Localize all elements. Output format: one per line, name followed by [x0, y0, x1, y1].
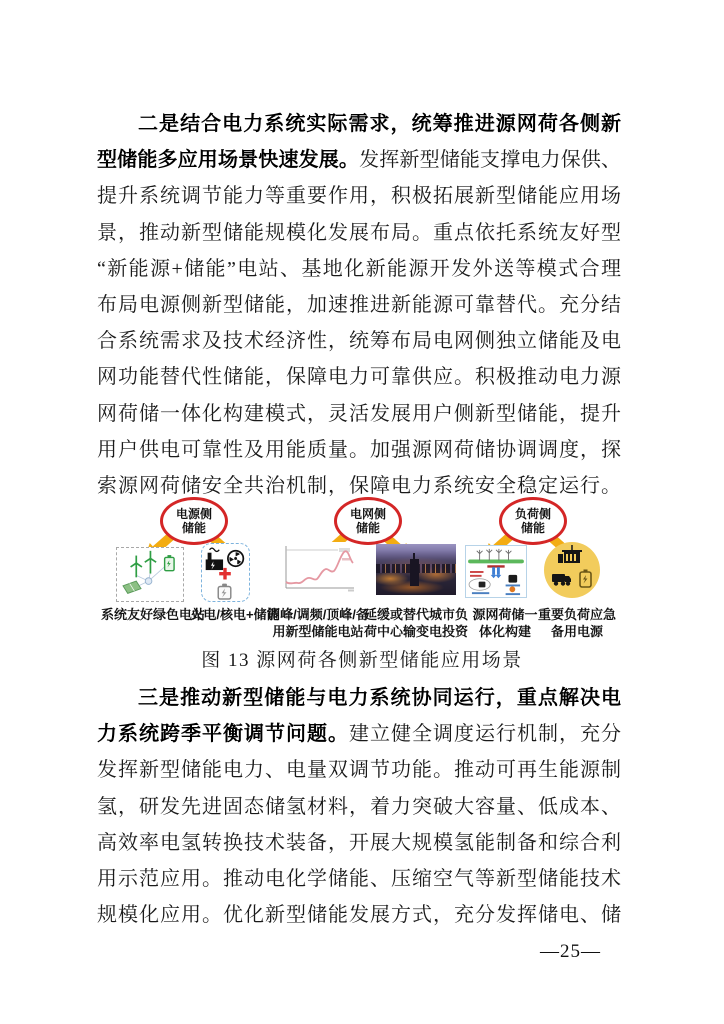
truck-icon: [552, 574, 571, 586]
body-text: 规模化应用。优化新型储能发展方式，充分发挥储电、储: [97, 904, 621, 927]
body-text: 氢，研发先进固态储氢材料，着力突破大容量、低成本、: [97, 795, 621, 818]
panel-label-line: 重要负荷应急: [537, 607, 616, 622]
badge-text: 储能: [355, 521, 380, 535]
body-text: 发挥新型储能支撑电力保供、: [359, 149, 622, 172]
text-line: [97, 825, 621, 861]
battery-icon: [580, 570, 591, 588]
panel-label-line: 火电/核电+储能: [190, 607, 280, 622]
text-line: [97, 861, 621, 897]
building-icon: [544, 542, 600, 598]
text-line: [97, 251, 621, 287]
body-text: 发挥新型储能电力、电量双调节功能。推动可再生能源制: [97, 759, 621, 782]
text-line: [97, 287, 621, 323]
factory-icon: [202, 544, 248, 600]
panel-label-line: 荷中心输变电投资: [363, 623, 468, 639]
badge-text: 储能: [181, 521, 206, 535]
text-line: [97, 432, 621, 468]
panel-label: [522, 607, 632, 640]
panel-label-line: 延缓或替代城市负: [363, 607, 468, 622]
load-curve-icon: [282, 542, 358, 597]
emergency-backup-panel: [544, 542, 600, 598]
body-text: 建立健全调度运行机制，充分: [349, 723, 621, 746]
integration-diagram-icon: [466, 546, 526, 597]
text-line: [97, 142, 621, 178]
load-side-badge: [499, 497, 567, 545]
body-text: 布局电源侧新型储能，加速推进新能源可靠替代。充分结: [97, 293, 621, 316]
body-text: 用户供电可靠性及用能质量。加强源网荷储协调调度，探: [97, 438, 621, 461]
badge-text: 储能: [520, 521, 545, 535]
bold-text: 力系统跨季平衡调节问题。: [97, 723, 349, 746]
badge-text: 电网侧: [349, 507, 386, 521]
body-text: 高效率电氢转换技术装备，开展大规模氢能制备和综合利: [97, 831, 621, 854]
battery-icon: [218, 584, 231, 599]
bold-text: 型储能多应用场景快速发展。: [97, 149, 360, 172]
grid-side-badge: [334, 497, 402, 545]
panel-label-line: 备用电源: [550, 623, 603, 639]
text-line: [97, 752, 621, 788]
text-line: [97, 106, 621, 142]
badge-text: 电源侧: [175, 507, 212, 521]
nuclear-fan-icon: [228, 551, 243, 566]
body-text: “新能源+储能”电站、基地化新能源开发外送等模式合理: [97, 257, 621, 280]
text-line: [97, 789, 621, 825]
body-text: 合系统需求及技术经济性，统筹布局电网侧独立储能及电: [97, 330, 621, 353]
bold-text: 三是推动新型储能与电力系统协同运行，重点解决电: [138, 687, 621, 709]
body-text: 索源网荷储安全共治机制，保障电力系统安全稳定运行。: [97, 474, 621, 497]
text-line: [97, 396, 621, 432]
badge-text: 负荷侧: [514, 507, 551, 521]
text-line: [97, 215, 621, 251]
panel-label-line: 体化构建: [478, 623, 531, 639]
data-center-icon: [509, 575, 518, 583]
body-text: 提升系统调节能力等重要作用，积极拓展新型储能应用场: [97, 185, 621, 208]
text-line: [97, 323, 621, 359]
integration-diagram-panel: [465, 545, 527, 598]
power-side-badge: [160, 497, 228, 545]
page-number: —25—: [540, 941, 601, 962]
panel-label-line: 源网荷储一: [472, 607, 538, 622]
city-night-photo: [376, 544, 456, 595]
body-text: 网荷储一体化构建模式，灵活发展用户侧新型储能，提升: [97, 402, 621, 425]
grid-node-icon: [145, 578, 152, 585]
wind-turbine-icon: [117, 548, 182, 600]
bold-text: 二是结合电力系统实际需求，统筹推进源网荷各侧新: [138, 113, 621, 135]
text-line: [97, 897, 621, 933]
body-text: 网功能替代性储能，保障电力可靠供应。积极推动电力源: [97, 366, 621, 389]
text-line: [97, 716, 621, 752]
blue-arrows-icon: [491, 567, 502, 578]
figure-13: [97, 497, 627, 647]
text-line: [97, 359, 621, 395]
text-line: [97, 178, 621, 214]
panel-label-line: 系统友好绿色电站: [100, 607, 205, 622]
body-text: 景，推动新型储能规模化发展布局。重点依托系统友好型: [97, 221, 621, 244]
green-station-panel: [116, 547, 184, 602]
panel-label-line: 用新型储能电站: [272, 623, 364, 639]
text-line: [97, 680, 621, 716]
paragraph-2: [97, 680, 621, 933]
body-text: 用示范应用。推动电化学储能、压缩空气等新型储能技术: [97, 867, 621, 890]
load-curve-panel: [282, 542, 358, 597]
paragraph-1: [97, 106, 621, 504]
figure-caption: 图 13 源网荷各侧新型储能应用场景: [201, 650, 523, 671]
industrial-load-icon: [509, 586, 515, 592]
city-tower: [410, 559, 419, 586]
panel-label-line: 调峰/调频/顶峰/备: [267, 607, 369, 622]
thermal-nuclear-storage-panel: [201, 543, 250, 602]
